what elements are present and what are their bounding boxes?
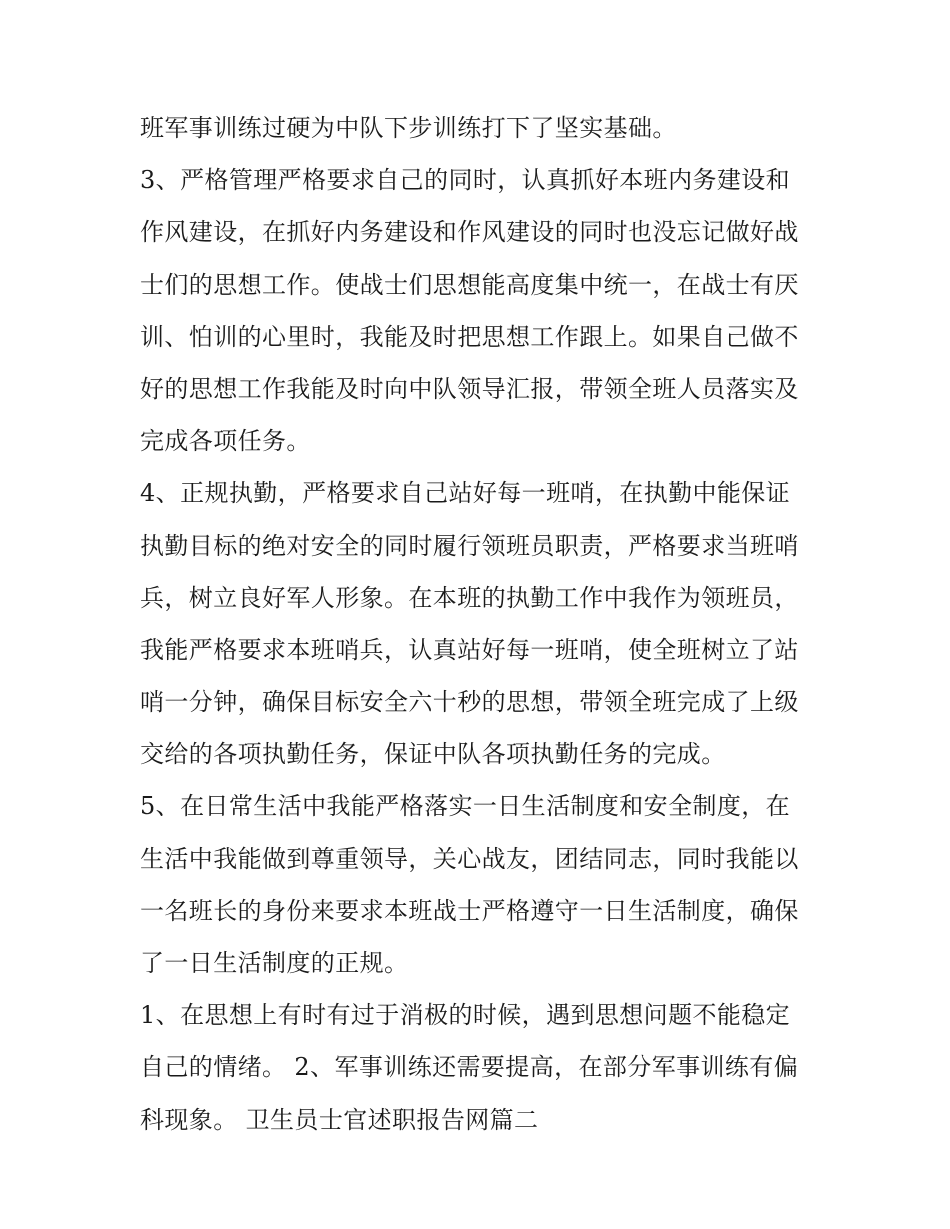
text-line: 士们的思想工作。使战士们思想能高度集中统一，在战士有厌 bbox=[140, 270, 799, 299]
text-line: 班军事训练过硬为中队下步训练打下了坚实基础。 bbox=[140, 114, 677, 142]
text-line: 训、怕训的心里时，我能及时把思想工作跟上。如果自己做不 bbox=[140, 322, 799, 351]
text-line: 哨一分钟，确保目标安全六十秒的思想，带领全班完成了上级 bbox=[140, 688, 799, 717]
text-line: 执勤目标的绝对安全的同时履行领班员职责，严格要求当班哨 bbox=[140, 531, 799, 560]
text-line: 5、在日常生活中我能严格落实一日生活制度和安全制度，在 bbox=[140, 792, 791, 821]
text-line: 交给的各项执勤任务，保证中队各项执勤任务的完成。 bbox=[140, 740, 726, 769]
text-line: 作风建设，在抓好内务建设和作风建设的同时也没忘记做好战 bbox=[140, 218, 799, 247]
text-line: 我能严格要求本班哨兵，认真站好每一班哨，使全班树立了站 bbox=[140, 635, 799, 664]
text-line: 3、严格管理严格要求自己的同时，认真抓好本班内务建设和 bbox=[140, 166, 791, 195]
text-line: 兵，树立良好军人形象。在本班的执勤工作中我作为领班员， bbox=[140, 583, 799, 612]
text-line: 完成各项任务。 bbox=[140, 427, 311, 456]
text-line: 自己的情绪。 2、军事训练还需要提高，在部分军事训练有偏 bbox=[140, 1053, 799, 1082]
text-line: 生活中我能做到尊重领导，关心战友，团结同志，同时我能以 bbox=[140, 844, 799, 873]
text-line: 1、在思想上有时有过于消极的时候，遇到思想问题不能稳定 bbox=[140, 1001, 791, 1030]
document-body bbox=[140, 102, 820, 1146]
text-line: 了一日生活制度的正规。 bbox=[140, 949, 409, 977]
text-line: 好的思想工作我能及时向中队领导汇报，带领全班人员落实及 bbox=[140, 374, 799, 403]
text-line: 4、正规执勤，严格要求自己站好每一班哨，在执勤中能保证 bbox=[140, 479, 791, 508]
text-line: 科现象。 卫生员士官述职报告网篇二 bbox=[140, 1105, 539, 1134]
text-line: 一名班长的身份来要求本班战士严格遵守一日生活制度，确保 bbox=[140, 896, 799, 925]
